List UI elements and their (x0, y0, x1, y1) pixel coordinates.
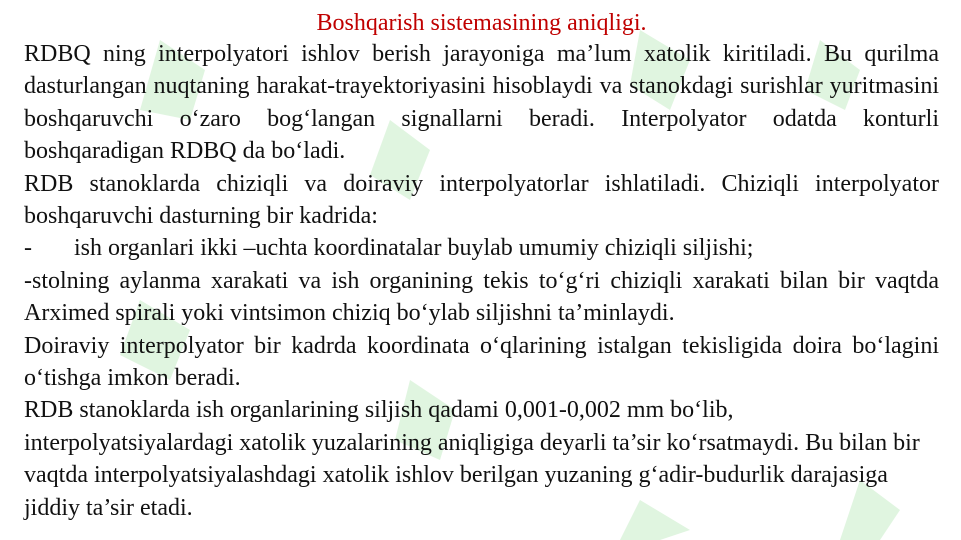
paragraph-interpolator: RDBQ ning interpolyatori ishlov berish jarayoniga ma’lum xatolik kiritiladi. Bu qurilma dasturlangan nuqtaning harakat-trayektoriyasini hisoblaydi va stanokdagi surishlar yuritmasini boshqaruvchi o‘zaro bog‘langan signallarni beradi. Interpolyator odatda konturli boshqaradigan RDBQ da bo‘ladi. (24, 41, 939, 165)
bullet-item (24, 232, 939, 264)
paragraph-spiral: -stolning aylanma xarakati va ish organining tekis to‘g‘ri chiziqli xarakati bilan bir vaqtda Arximed spirali yoki vintsimon chiziq bo‘ylab siljishni ta’minlaydi. (24, 267, 939, 327)
slide-content (24, 8, 939, 524)
paragraph-circular: Doiraviy interpolyator bir kadrda koordinata o‘qlarining istalgan tekisligida doira bo‘lagini o‘tishga imkon beradi. (24, 332, 939, 392)
bullet-text: ish organlari ikki –uchta koordinatalar buylab umumiy chiziqli siljishi; (74, 235, 754, 262)
slide-title: Boshqarish sistemasining aniqligi. (316, 10, 647, 36)
paragraph-step: RDB stanoklarda ish organlarining siljish qadami 0,001-0,002 mm bo‘lib, interpolyatsiyalardagi xatolik yuzalarining aniqligiga deyarli ta’sir ko‘rsatmaydi. Bu bilan bir vaqtda interpolyatsiyalashdagi xatolik ishlov berilgan yuzaning g‘adir-budurlik darajasiga jiddiy ta’sir etadi. (24, 397, 920, 521)
bullet-dash: - (24, 235, 32, 262)
paragraph-linear-circular: RDB stanoklarda chiziqli va doiraviy interpolyatorlar ishlatiladi. Chiziqli interpolyator boshqaruvchi dasturning bir kadrida: (24, 170, 939, 230)
